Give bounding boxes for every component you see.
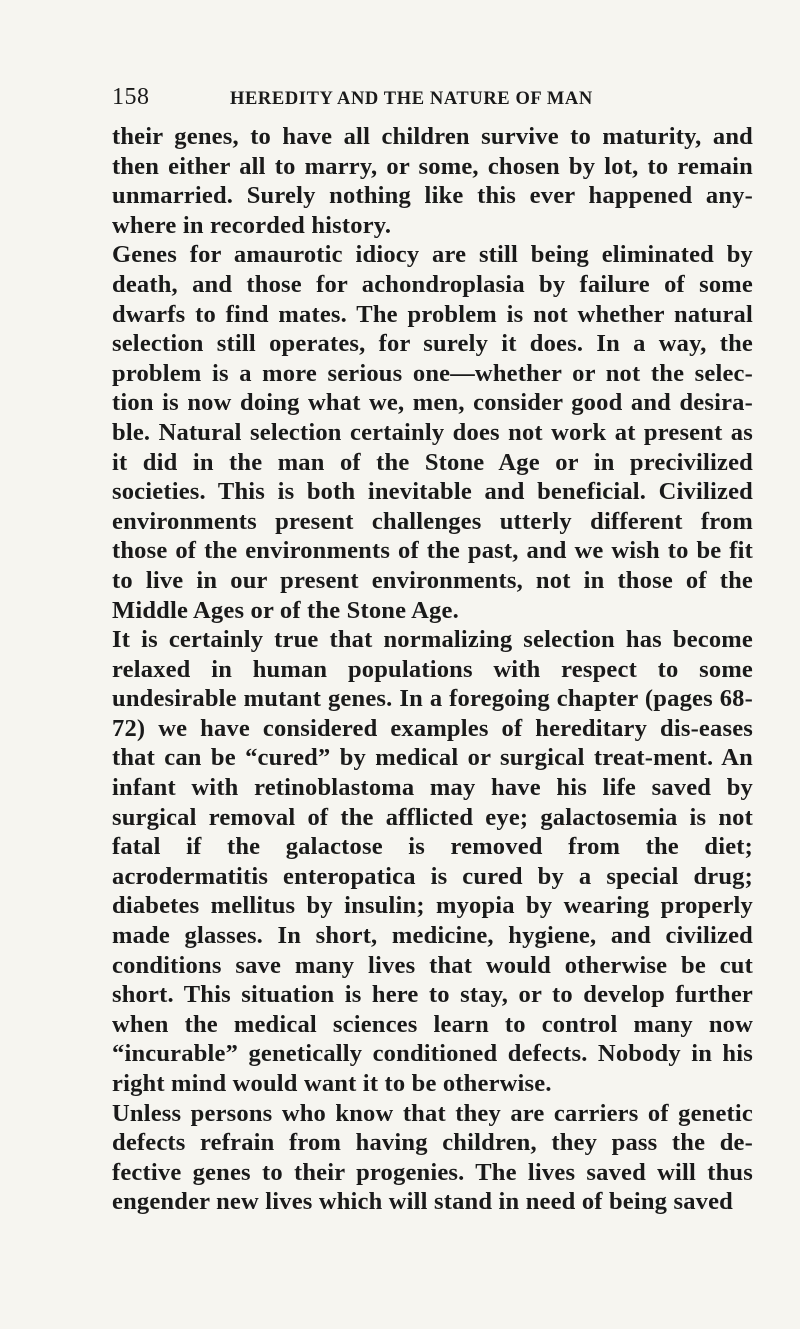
paragraph-3: It is certainly true that normalizing selection has become relaxed in human populations with respect to some undesirable mutant genes. In a foregoing chapter (pages 68-72) we have considered examples of hereditary dis-eases that can be “cured” by medical or surgical treat-ment. An infant with retinoblastoma may have his life saved by surgical removal of the afflicted eye; galactosemia is not fatal if the galactose is removed from the diet; acrodermatitis enteropatica is cured by a special drug; diabetes mellitus by insulin; myopia by wearing properly made glasses. In short, medicine, hygiene, and civilized conditions save many lives that would otherwise be cut short. This situation is here to stay, or to develop further when the medical sciences learn to control many now “incurable” genetically conditioned defects. Nobody in his right mind would want it to be otherwise. — [112, 626, 753, 1097]
running-title: HEREDITY AND THE NATURE OF MAN — [230, 89, 593, 109]
paragraph-1: their genes, to have all children survive to maturity, and then either all to marry, or some, chosen by lot, to remain unmarried. Surely nothing like this ever happened any-where in recorded history. — [112, 123, 753, 239]
body-text — [112, 122, 753, 1217]
page-number: 158 — [112, 84, 150, 110]
paragraph-4: Unless persons who know that they are carriers of genetic defects refrain from having children, they pass the de-fective genes to their progenies. The lives saved will thus engender new lives which will stand in need of being saved — [112, 1099, 753, 1216]
running-head — [112, 84, 732, 116]
paragraph-2: Genes for amaurotic idiocy are still being eliminated by death, and those for achondroplasia by failure of some dwarfs to find mates. The problem is not whether natural selection still operates, for surely it does. In a way, the problem is a more serious one—whether or not the selec-tion is now doing what we, men, consider good and desira-ble. Natural selection certainly does not work at present as it did in the man of the Stone Age or in precivilized societies. This is both inevitable and beneficial. Civilized environments present challenges utterly different from those of the environments of the past, and we wish to be fit to live in our present environments, not in those of the Middle Ages or of the Stone Age. — [112, 241, 753, 624]
